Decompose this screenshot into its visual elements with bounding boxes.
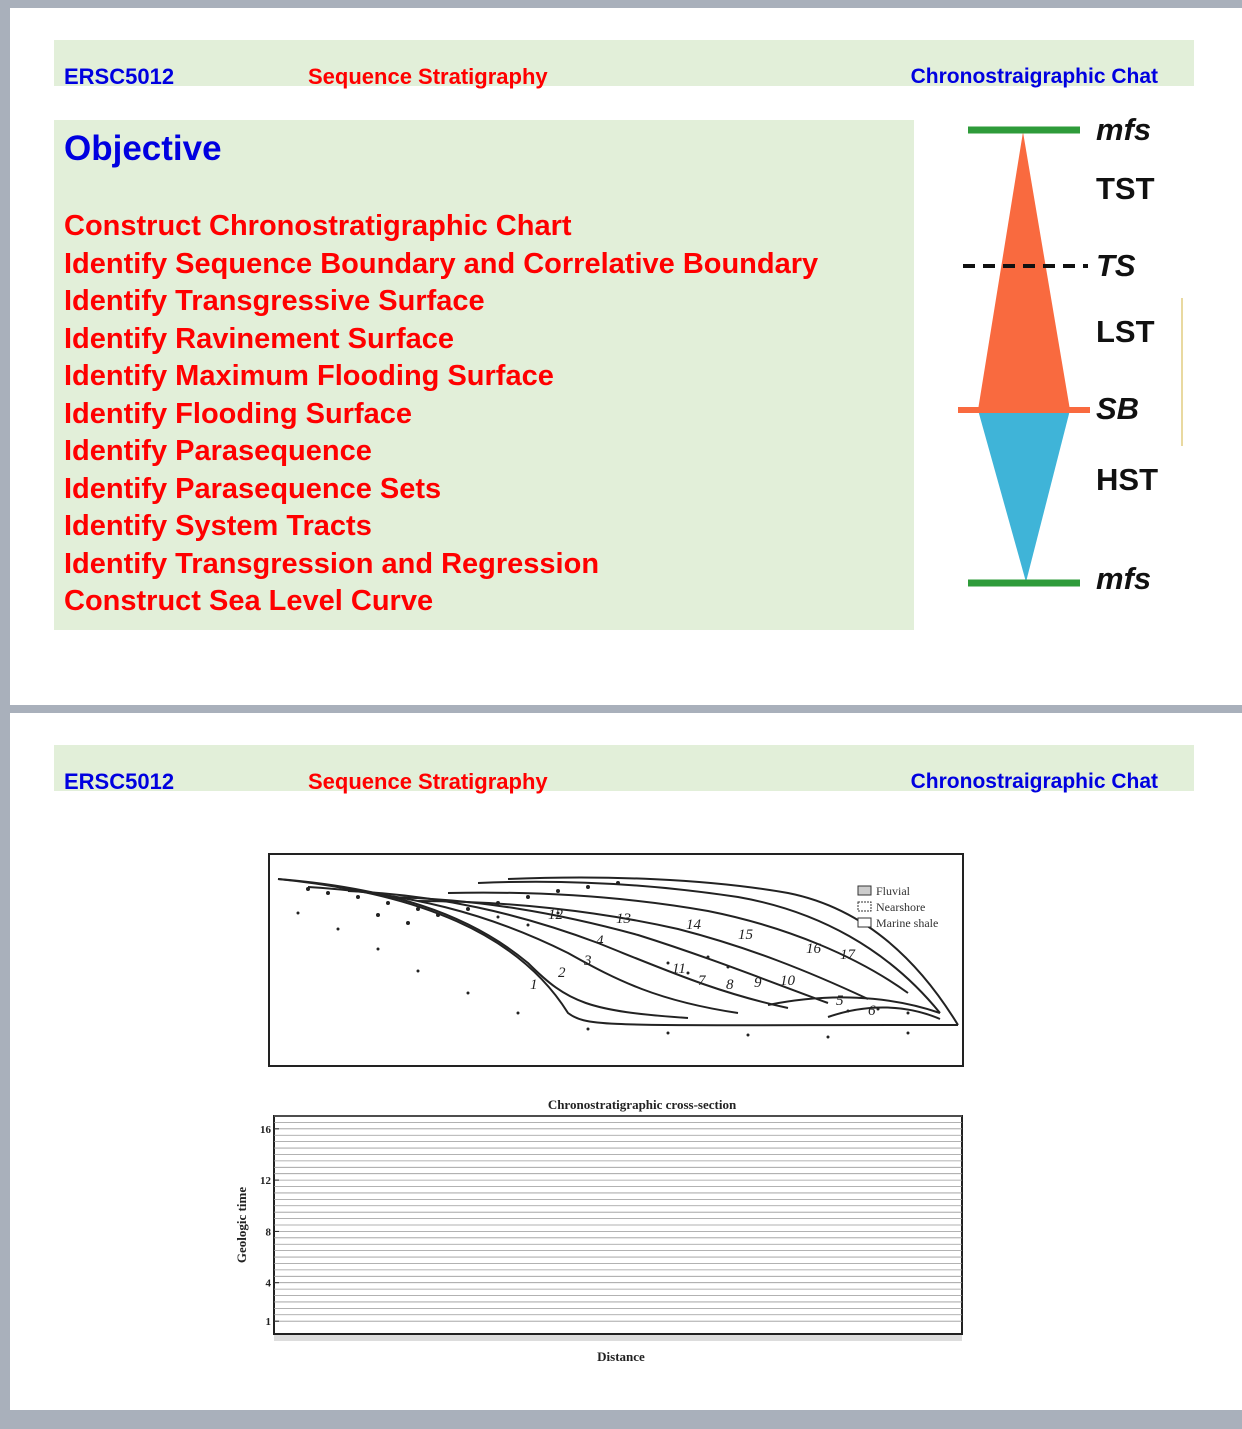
unit-label: 6 (868, 1003, 876, 1019)
topic-title: Chronostraigraphic Chat (910, 770, 1158, 793)
unit-label: 7 (698, 973, 706, 989)
systems-tract-diagram (940, 108, 1200, 608)
chronostratigraphic-chart (224, 1089, 984, 1373)
topic-title: Chronostraigraphic Chat (910, 65, 1158, 88)
objective-item: Identify Transgressive Surface (64, 285, 485, 317)
objective-item: Identify Maximum Flooding Surface (64, 360, 554, 392)
unit-label: 8 (726, 977, 734, 993)
objective-item: Identify Parasequence (64, 435, 372, 467)
objective-item: Identify Transgression and Regression (64, 547, 600, 580)
ts-label: TS (1096, 248, 1136, 283)
course-code: ERSC5012 (64, 64, 175, 89)
marine-shale-swatch (858, 918, 871, 927)
y-tick-label: 1 (265, 1316, 271, 1329)
unit-label: 2 (558, 965, 566, 981)
unit-label: 16 (806, 941, 821, 957)
unit-label: 11 (672, 961, 686, 977)
slide-chrono-chart (10, 713, 1242, 1410)
unit-label: 17 (840, 947, 855, 963)
blue-triangle (978, 410, 1070, 582)
tst-label: TST (1096, 171, 1155, 206)
y-tick-label: 8 (265, 1226, 271, 1239)
unit-label: 4 (596, 933, 604, 949)
objective-item: Identify Sequence Boundary and Correlative Boundary (64, 247, 819, 280)
objective-item: Identify Parasequence Sets (64, 472, 442, 505)
sb-label: SB (1096, 391, 1140, 426)
objective-item: Construct Sea Level Curve (64, 585, 434, 617)
hst-label: HST (1096, 462, 1158, 497)
unit-label: 12 (548, 907, 563, 923)
objective-item: Construct Chronostratigraphic Chart (64, 210, 572, 242)
y-tick-label: 4 (265, 1277, 271, 1290)
unit-label: 1 (530, 977, 538, 993)
slide-objective (10, 8, 1242, 705)
legend-nearshore: Nearshore (876, 900, 926, 914)
mfs-top-label: mfs (1096, 112, 1152, 147)
unit-label: 10 (780, 973, 795, 989)
legend-marine-shale: Marine shale (876, 916, 939, 930)
chart-title: Chronostratigraphic cross-section (547, 1097, 737, 1112)
legend-fluvial: Fluvial (876, 884, 911, 898)
y-axis-label: Geologic time (234, 1186, 249, 1264)
nearshore-swatch (858, 902, 871, 911)
unit-label: 9 (754, 975, 762, 991)
objective-item: Identify System Tracts (64, 510, 372, 542)
mfs-bottom-label: mfs (1096, 561, 1152, 596)
stratigraphic-cross-section (268, 853, 968, 1069)
objective-list (64, 208, 818, 621)
distance-baseline (274, 1335, 962, 1341)
x-axis-label: Distance (597, 1349, 645, 1364)
course-code: ERSC5012 (64, 769, 175, 794)
unit-label: 3 (584, 953, 592, 969)
unit-label: 5 (836, 993, 844, 1009)
orange-triangle (978, 132, 1070, 410)
objective-item: Identify Ravinement Surface (64, 322, 454, 355)
objective-item: Identify Flooding Surface (64, 397, 413, 430)
slide-header (54, 745, 1194, 794)
objective-heading: Objective (64, 129, 222, 168)
y-tick-label: 12 (260, 1175, 271, 1188)
course-title: Sequence Stratigraphy (308, 64, 548, 89)
fluvial-swatch (858, 886, 871, 895)
unit-label: 15 (738, 927, 753, 943)
objective-box (54, 120, 914, 630)
lst-label: LST (1096, 314, 1155, 349)
unit-label: 13 (616, 911, 631, 927)
slide-header (54, 40, 1194, 89)
unit-label: 14 (686, 917, 701, 933)
y-tick-label: 16 (260, 1123, 271, 1136)
course-title: Sequence Stratigraphy (308, 769, 548, 794)
